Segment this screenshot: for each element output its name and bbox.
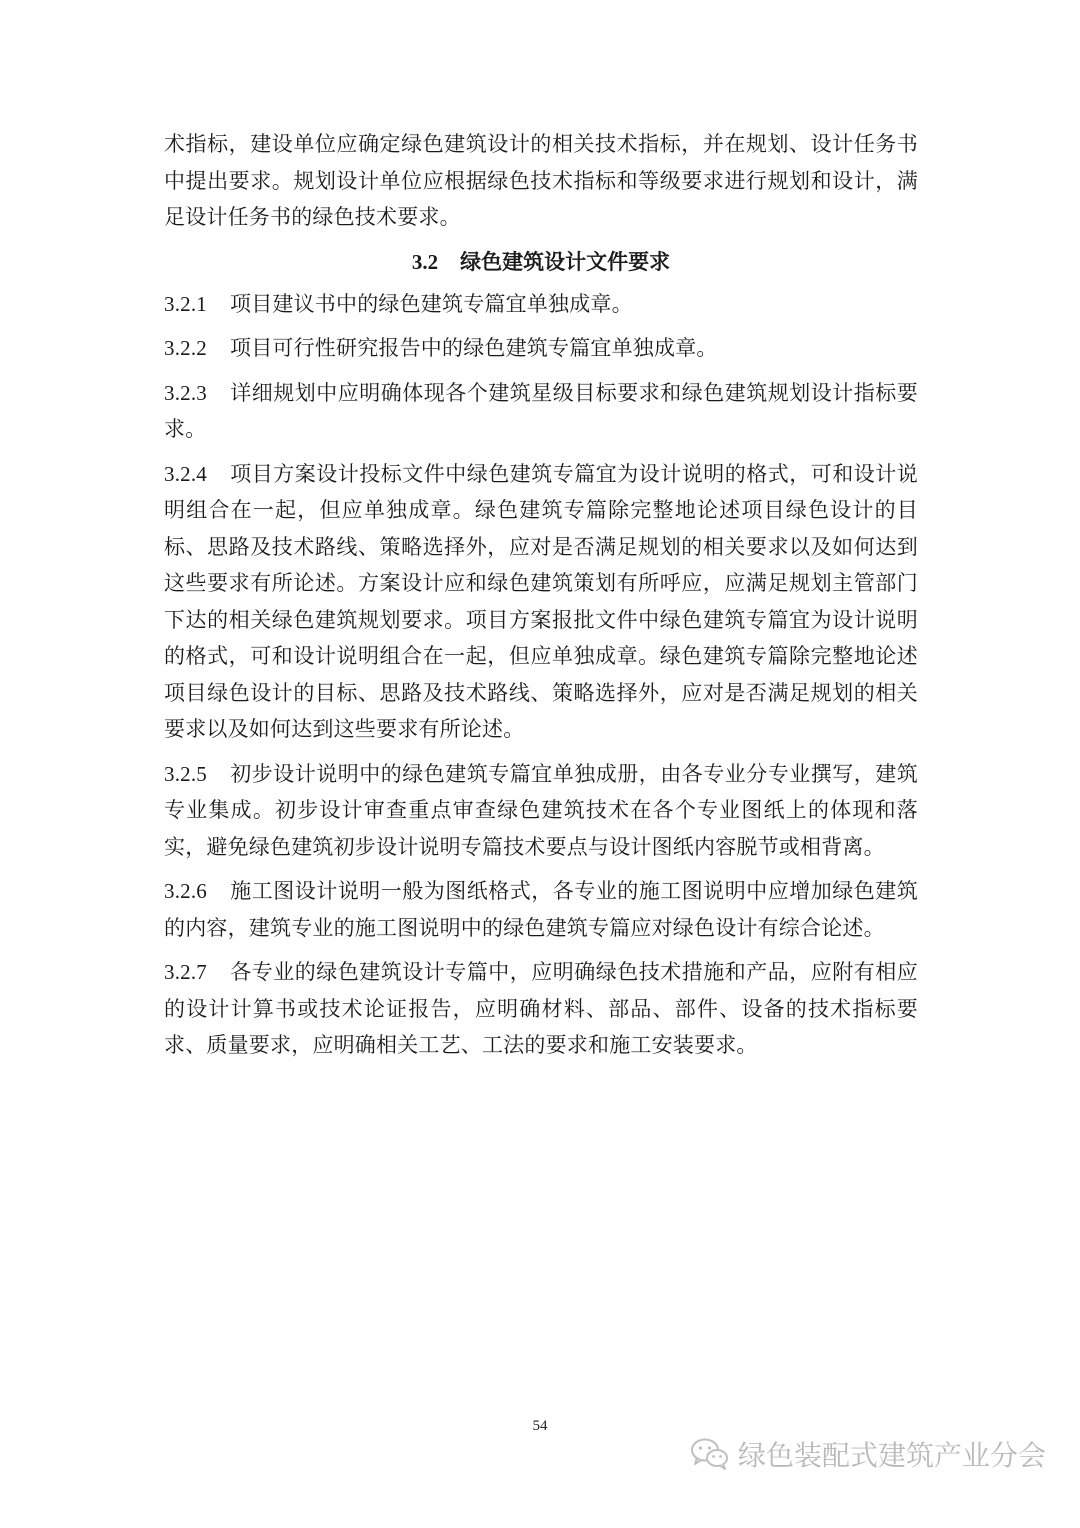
clause-text: 初步设计说明中的绿色建筑专篇宜单独成册，由各专业分专业撰写，建筑专业集成。初步设计审查重点审查绿色建筑技术在各个专业图纸上的体现和落实，避免绿色建筑初步设计说明专篇技术要点与设计图纸内容脱节或相背离。 xyxy=(164,761,918,859)
clause-3-2-3 xyxy=(164,375,918,448)
clause-number: 3.2.7 xyxy=(164,960,207,984)
clause-text: 项目建议书中的绿色建筑专篇宜单独成章。 xyxy=(230,291,633,316)
page-number: 54 xyxy=(532,1418,548,1434)
watermark-text: 绿色装配式建筑产业分会 xyxy=(737,1439,1046,1472)
section-number: 3.2 xyxy=(411,249,439,274)
clause-number: 3.2.4 xyxy=(164,461,207,486)
clause-3-2-5 xyxy=(164,756,918,866)
clause-3-2-1 xyxy=(164,286,918,323)
clause-number: 3.2.3 xyxy=(164,380,207,405)
section-heading xyxy=(164,244,918,280)
watermark xyxy=(690,1432,1046,1476)
clause-3-2-7 xyxy=(164,954,918,1064)
clause-text: 项目可行性研究报告中的绿色建筑专篇宜单独成章。 xyxy=(230,336,718,360)
section-title: 绿色建筑设计文件要求 xyxy=(460,248,671,274)
clause-number: 3.2.6 xyxy=(164,879,207,903)
clause-number: 3.2.2 xyxy=(164,336,207,360)
clause-text: 项目方案设计投标文件中绿色建筑专篇宜为设计说明的格式，可和设计说明组合在一起，但应单独成章。绿色建筑专篇除完整地论述项目绿色设计的目标、思路及技术路线、策略选择外，应对是否满足规划的相关要求以及如何达到这些要求有所论述。方案设计应和绿色建筑策划有所呼应，应满足规划主管部门下达的相关绿色建筑规划要求。项目方案报批文件中绿色建筑专篇宜为设计说明的格式，可和设计说明组合在一起，但应单独成章。绿色建筑专篇除完整地论述项目绿色设计的目标、思路及技术路线、策略选择外，应对是否满足规划的相关要求以及如何达到这些要求有所论述。 xyxy=(164,461,918,741)
clause-number: 3.2.1 xyxy=(164,291,207,316)
wechat-icon xyxy=(690,1437,730,1471)
clause-number: 3.2.5 xyxy=(164,761,207,786)
clause-text: 各专业的绿色建筑设计专篇中，应明确绿色技术措施和产品，应附有相应的设计计算书或技术论证报告，应明确材料、部品、部件、设备的技术指标要求、质量要求，应明确相关工艺、工法的要求和施工安装要求。 xyxy=(164,960,918,1057)
continuation-paragraph xyxy=(164,126,918,236)
document-body xyxy=(164,126,918,1072)
clause-3-2-6 xyxy=(164,873,918,946)
clause-3-2-4 xyxy=(164,456,918,748)
clause-text: 施工图设计说明一般为图纸格式，各专业的施工图说明中应增加绿色建筑的内容，建筑专业的施工图说明中的绿色建筑专篇应对绿色设计有综合论述。 xyxy=(164,879,918,940)
paragraph-text: 术指标，建设单位应确定绿色建筑设计的相关技术指标，并在规划、设计任务书中提出要求。规划设计单位应根据绿色技术指标和等级要求进行规划和设计，满足设计任务书的绿色技术要求。 xyxy=(164,132,918,229)
clause-text: 详细规划中应明确体现各个建筑星级目标要求和绿色建筑规划设计指标要求。 xyxy=(164,380,918,441)
clause-3-2-2 xyxy=(164,330,918,367)
